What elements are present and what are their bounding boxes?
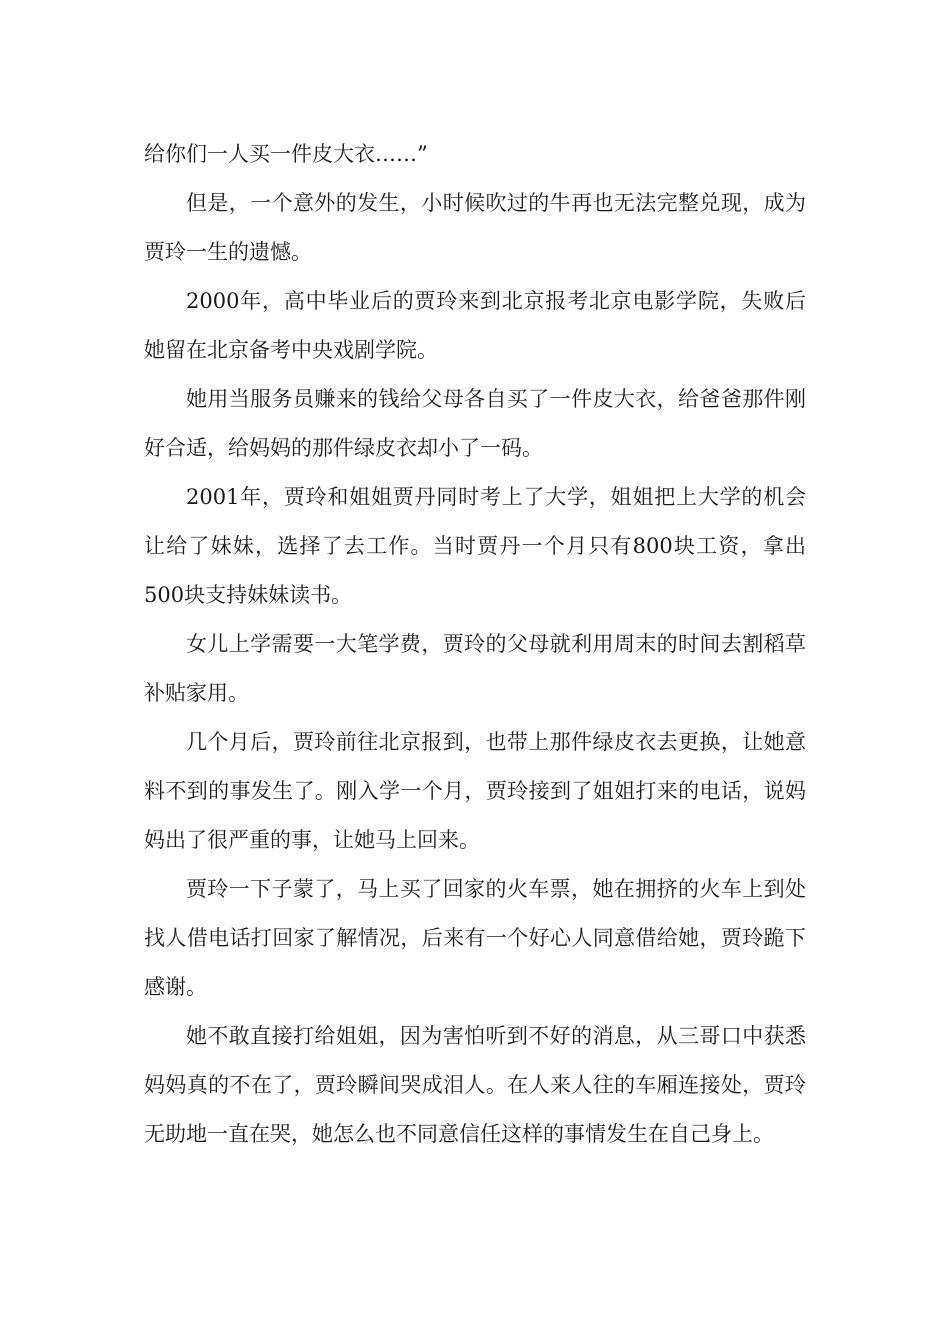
paragraph: 2001年，贾玲和姐姐贾丹同时考上了大学，姐姐把上大学的机会让给了妹妹，选择了去工作。当时贾丹一个月只有800块工资，拿出500块支持妹妹读书。 (144, 485, 806, 607)
paragraph-continuation: 给你们一人买一件皮大衣……” (144, 142, 428, 166)
paragraph: 女儿上学需要一大笔学费，贾玲的父母就利用周末的时间去割稻草补贴家用。 (144, 632, 806, 705)
paragraph: 贾玲一下子蒙了，马上买了回家的火车票，她在拥挤的火车上到处找人借电话打回家了解情况，后来有一个好心人同意借给她，贾玲跪下感谢。 (144, 877, 806, 999)
paragraph: 2000年，高中毕业后的贾玲来到北京报考北京电影学院，失败后她留在北京备考中央戏剧学院。 (144, 289, 806, 362)
paragraph: 但是，一个意外的发生，小时候吹过的牛再也无法完整兑现，成为贾玲一生的遗憾。 (144, 191, 806, 264)
paragraph: 她不敢直接打给姐姐，因为害怕听到不好的消息，从三哥口中获悉妈妈真的不在了，贾玲瞬间哭成泪人。在人来人往的车厢连接处，贾玲无助地一直在哭，她怎么也不同意信任这样的事情发生在自己身上。 (144, 1024, 806, 1146)
paragraph: 她用当服务员赚来的钱给父母各自买了一件皮大衣，给爸爸那件刚好合适，给妈妈的那件绿皮衣却小了一码。 (144, 387, 806, 460)
paragraph: 几个月后，贾玲前往北京报到，也带上那件绿皮衣去更换，让她意料不到的事发生了。刚入学一个月，贾玲接到了姐姐打来的电话，说妈妈出了很严重的事，让她马上回来。 (144, 730, 806, 852)
document-body (144, 130, 806, 1159)
